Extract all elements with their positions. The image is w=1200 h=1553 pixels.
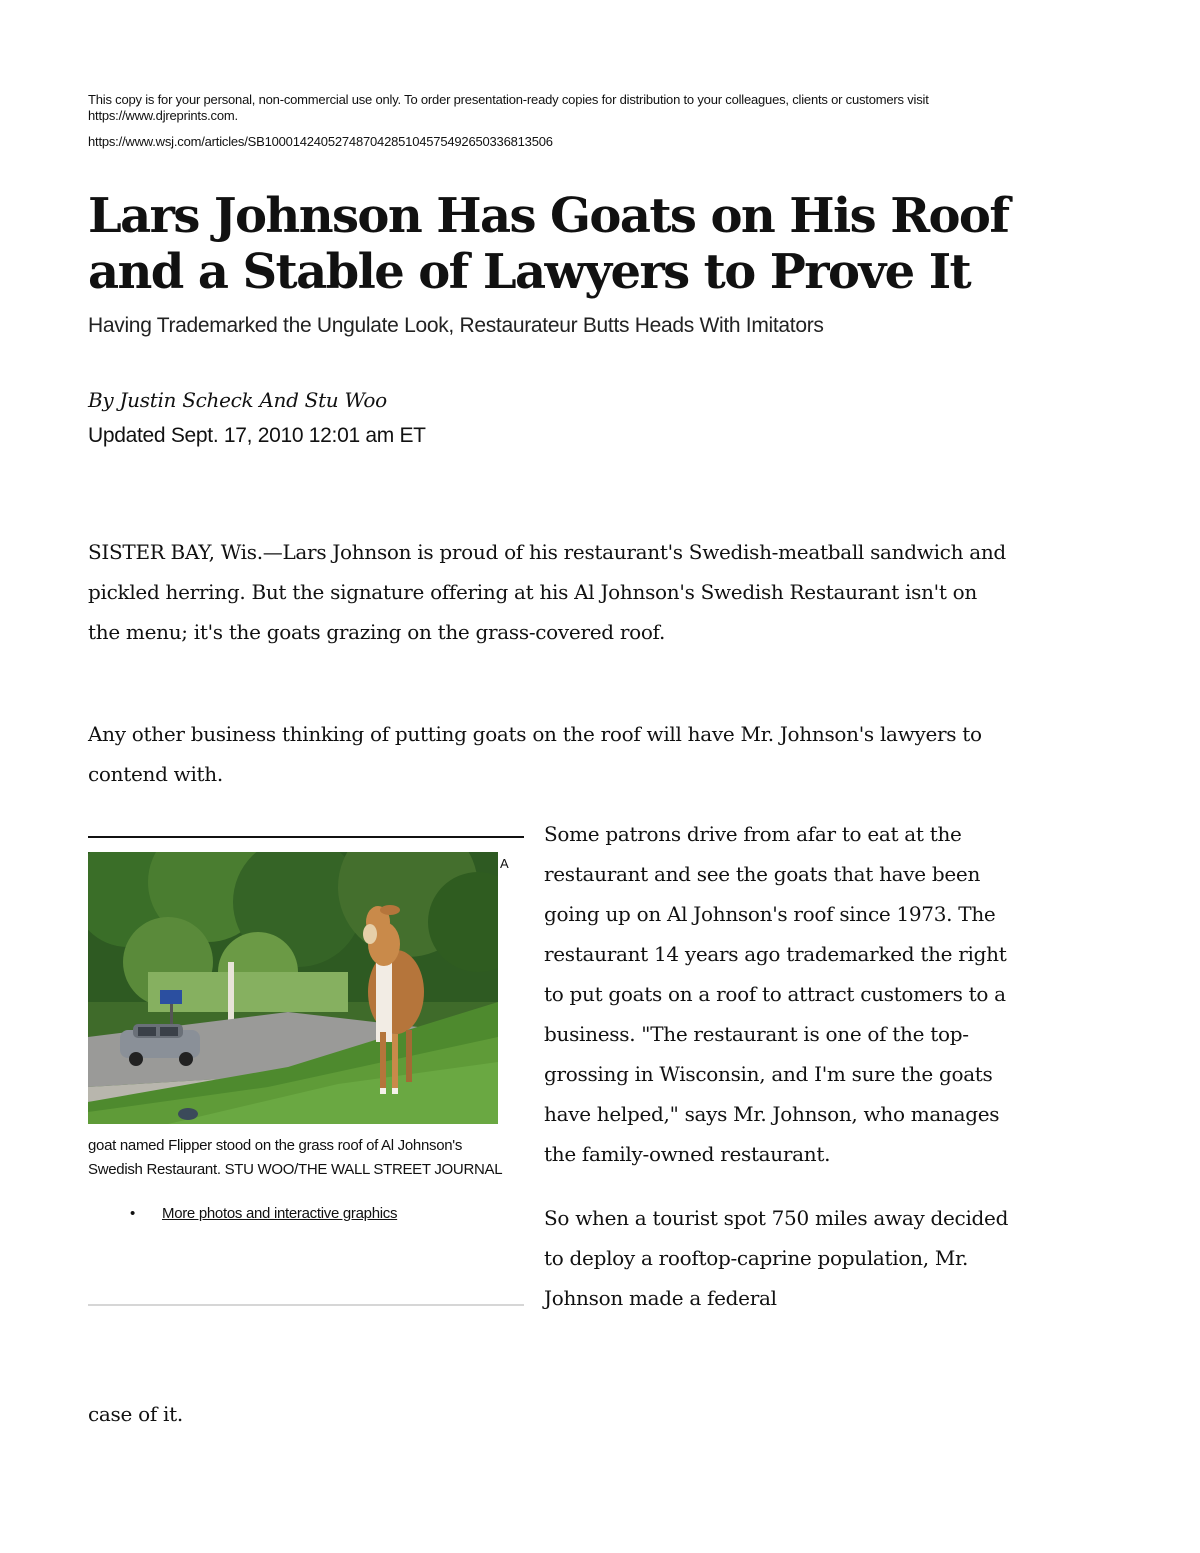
paragraph-3: Some patrons drive from afar to eat at the restaurant and see the goats that have been going up on Al Johnson's roof since 1973. The restaurant 14 years ago trademarked the right to put goats on a roof to attract customers to a business. "The restaurant is one of the top-grossing in Wisconsin, and I'm sure the goats have helped," says Mr. Johnson, who manages the family-owned restaurant.: [544, 822, 1007, 1166]
figure-top-rule: [88, 836, 524, 838]
reprint-notice-text: This copy is for your personal, non-commercial use only. To order presentation-ready copies for distribution to your colleagues, clients or customers visit https://www.djreprints.com.: [88, 92, 929, 123]
figure-image-wrap: [88, 852, 524, 1124]
article-figure: [88, 836, 524, 1306]
goat-photo: [88, 852, 498, 1124]
reprint-notice: [88, 92, 1068, 124]
related-links-list: [88, 1204, 524, 1224]
bullet-icon: •: [130, 1205, 135, 1222]
side-column: [544, 814, 1014, 1318]
source-url: https://www.wsj.com/articles/SB10001424052748704285104575492650336813506: [88, 134, 553, 149]
figure-bottom-rule: [88, 1304, 524, 1306]
article-byline: By Justin Scheck And Stu Woo: [88, 388, 387, 412]
list-item: [88, 1204, 524, 1224]
paragraph-4: So when a tourist spot 750 miles away decided to deploy a rooftop-caprine population, Mr. Johnson made a federal: [544, 1206, 1009, 1310]
photo-caption: goat named Flipper stood on the grass roof of Al Johnson's Swedish Restaurant. STU WOO/THE WALL STREET JOURNAL: [88, 1137, 503, 1178]
article-timestamp: Updated Sept. 17, 2010 12:01 am ET: [88, 424, 426, 447]
paragraph-2: Any other business thinking of putting goats on the roof will have Mr. Johnson's lawyers to contend with.: [88, 722, 982, 786]
paragraph-4-continued: case of it.: [88, 1402, 183, 1426]
paragraph-1: SISTER BAY, Wis.—Lars Johnson is proud of his restaurant's Swedish-meatball sandwich and pickled herring. But the signature offering at his Al Johnson's Swedish Restaurant isn't on the menu; it's the goats grazing on the grass-covered roof.: [88, 540, 1006, 644]
article-headline: Lars Johnson Has Goats on His Roof and a Stable of Lawyers to Prove It: [88, 188, 1009, 300]
more-photos-link[interactable]: More photos and interactive graphics: [162, 1205, 398, 1222]
article-page: [88, 92, 1068, 1426]
article-dek: Having Trademarked the Ungulate Look, Restaurateur Butts Heads With Imitators: [88, 314, 824, 337]
stray-letter: A: [500, 856, 509, 871]
